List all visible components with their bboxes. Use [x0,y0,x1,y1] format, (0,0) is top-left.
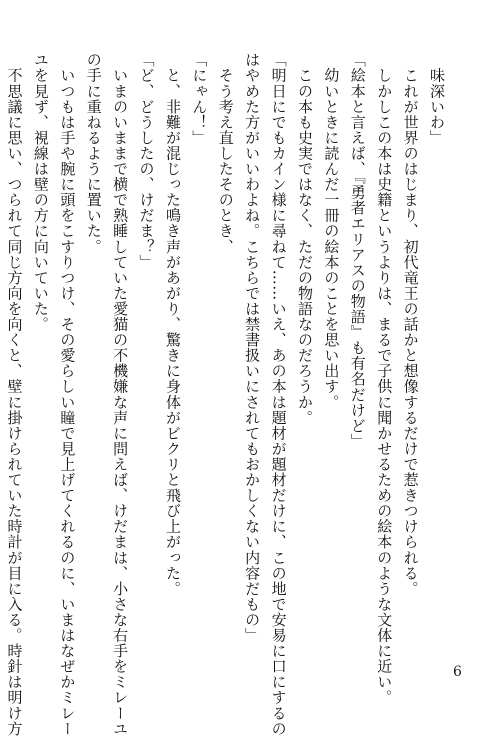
text-line: はやめた方がいいわよね。こちらでは禁書扱いにされてもおかしくない内容だもの」 [243,52,262,643]
text-line: 「絵本と言えば、『勇者エリアスの物語』も有名だけど」 [348,52,367,449]
text-line: 「明日にでもカイン様に尋ねて……いえ、あの本は題材が題材だけに、この地で安易に口にするの [269,52,288,736]
text-line: いつもは手や腕に頭をこすりつけ、その愛らしい瞳で見上げてくれるのに、いまはなぜかミレー [58,52,77,736]
text-line: 「ど、どうしたの、けだま？」 [137,52,156,270]
text-line: 不思議に思い、つられて同じ方向を向くと、壁に掛けられていた時計が目に入る。時針は明け方 [5,52,24,736]
text-line: いまのいままで横で熟睡していた愛猫の不機嫌な声に問えば、けだまは、小さな右手をミレーユ [111,52,130,736]
page-number: 6 [453,664,462,680]
text-line: の手に重ねるように置いた。 [84,52,103,255]
text-line: 幼いときに読んだ一冊の絵本のことを思い出す。 [322,52,341,410]
text-line: そう考え直したそのとき、 [216,52,235,255]
vertical-text-body [5,52,450,736]
text-line: これが世界のはじまり、初代竜王の話かと想像するだけで惹きつけられる。 [401,52,420,597]
text-line: しかしこの本は史籍というよりは、まるで子供に聞かせるための絵本のような文体に近い。 [375,52,394,706]
text-line: この本も史実ではなく、ただの物語なのだろうか。 [295,52,314,426]
text-line: ユを見ず、視線は壁の方に向いていた。 [31,52,50,332]
text-line: 味深いわ」 [428,52,446,146]
text-line: 「にゃん！」 [190,52,209,146]
text-line: と、非難が混じった鳴き声があがり、驚きに身体がビクリと飛び上がった。 [163,52,182,597]
